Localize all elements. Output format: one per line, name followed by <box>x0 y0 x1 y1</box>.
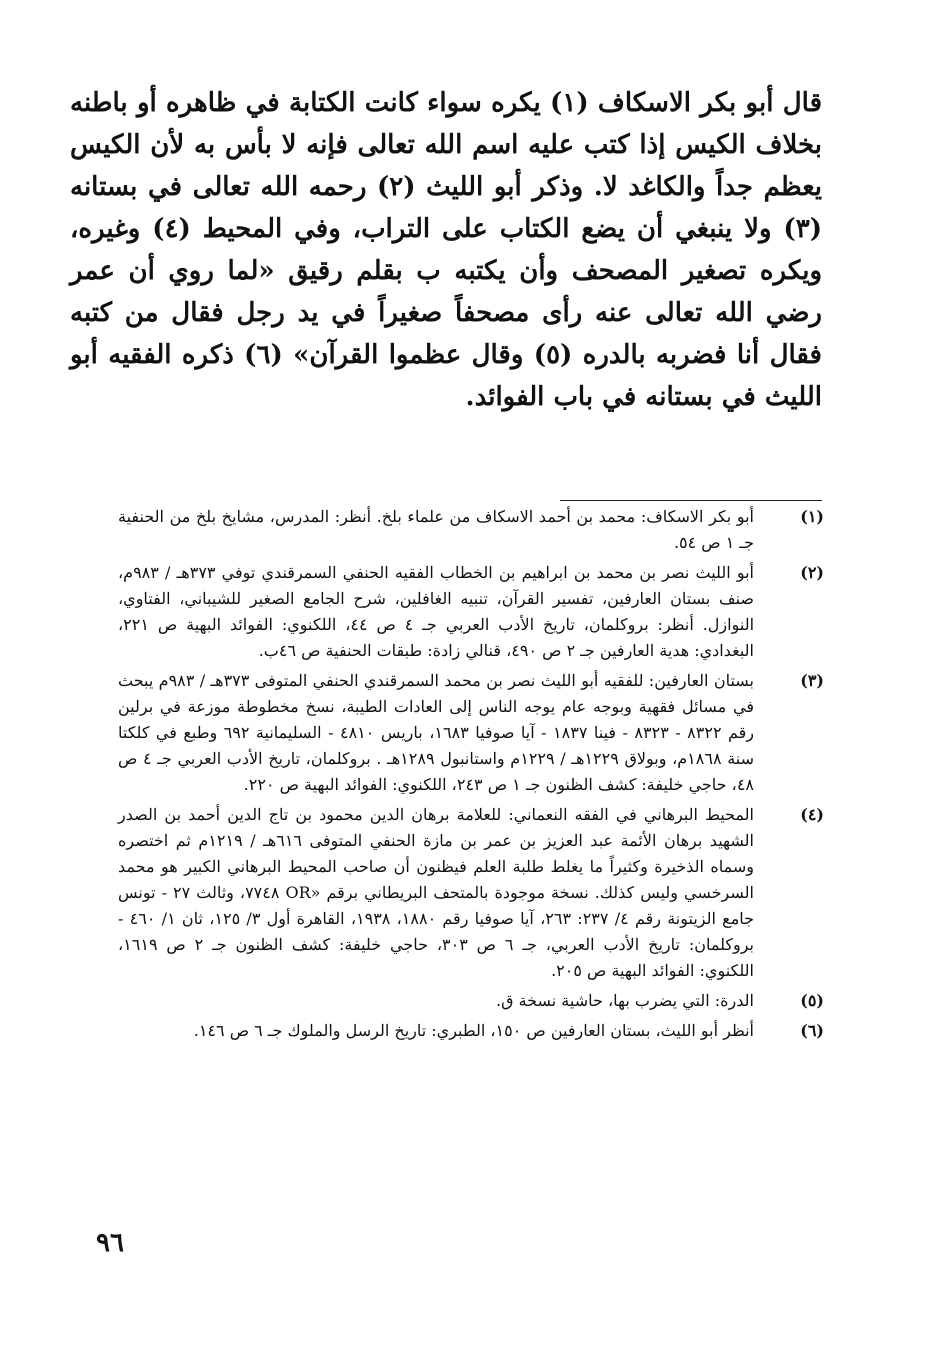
footnote-number: (٤) <box>800 805 824 824</box>
footnote-1 <box>118 504 824 556</box>
main-text-block <box>70 82 822 418</box>
footnote-number: (٣) <box>800 671 824 690</box>
footnote-text: المحيط البرهاني في الفقه النعماني: للعلامة برهان الدين محمود بن تاج الدين أحمد بن الصدر الشهيد برهان الأئمة عبد العزيز بن عمر بن مازة الحنفي المتوفى ٦١٦هـ / ١٢١٩م ثم اختصره وسماه الذخيرة وكثيراً ما يغلط طلبة العلم فيظنون أن صاحب المحيط البرهاني الكبير هو محمد السرخسي وليس كذلك. نسخة موجودة بالمتحف البريطاني برقم «OR ٧٧٤٨، وثالث ٢٧ - تونس جامع الزيتونة رقم ٤/ ٢٣٧: ٢٦٣، آيا صوفيا رقم ١٨٨٠، ١٩٣٨، القاهرة أول ٣/ ١٢٥، ثان ١/ ٤٦٠ - بروكلمان: تاريخ الأدب العربي، جـ ٦ ص ٣٠٣، حاجي خليفة: كشف الظنون جـ ٢ ص ١٦١٩، اللكنوي: الفوائد البهية ص ٢٠٥. <box>118 805 755 980</box>
footnote-number: (١) <box>800 507 824 526</box>
footnote-3 <box>118 668 824 798</box>
footnote-2 <box>118 560 824 664</box>
page-number: ٩٦ <box>96 1228 124 1258</box>
footnote-number: (٥) <box>800 991 824 1010</box>
footnote-6 <box>118 1018 824 1044</box>
footnote-number: (٢) <box>800 563 824 582</box>
footnote-text: أبو الليث نصر بن محمد بن ابراهيم بن الخطاب الفقيه الحنفي السمرقندي توفي ٣٧٣هـ / ٩٨٣م، صنف بستان العارفين، تفسير القرآن، تنبيه الغافلين، شرح الجامع الصغير للشيباني، الفتاوي، النوازل. أنظر: بروكلمان، تاريخ الأدب العربي جـ ٤ ص ٤٤، اللكنوي: الفوائد البهية ص ٢٢١، البغدادي: هدية العارفين جـ ٢ ص ٤٩٠، قنالي زادة: طبقات الحنفية ص ٤٦ب. <box>118 563 755 660</box>
footnote-separator <box>560 500 822 501</box>
footnotes-section <box>118 504 824 1048</box>
footnote-text: بستان العارفين: للفقيه أبو الليث نصر بن محمد السمرقندي الحنفي المتوفى ٣٧٣هـ / ٩٨٣م يبحث في مسائل فقهية وبوجه عام يوجه الناس إلى العادات الطيبة، نسخ مخطوطة موزعة في برلين رقم ٨٣٢٢ - ٨٣٢٣ - فينا ١٨٣٧ - آيا صوفيا ١٦٨٣، باريس ٤٨١٠ - السليمانية ٦٩٢ وطبع في كلكتا سنة ١٨٦٨م، وبولاق ١٢٢٩هـ / ١٢٢٩م واستانبول ١٢٨٩هـ . بروكلمان، تاريخ الأدب العربي جـ ٤ ص ٤٨، حاجي خليفة: كشف الظنون جـ ١ ص ٢٤٣، اللكنوي: الفوائد البهية ص ٢٢٠. <box>118 671 755 794</box>
main-paragraph: قال أبو بكر الاسكاف (١) يكره سواء كانت الكتابة في ظاهره أو باطنه بخلاف الكيس إذا كتب عليه اسم الله تعالى فإنه لا بأس به لأن الكيس يعظم جداً والكاغد لا. وذكر أبو الليث (٢) رحمه الله تعالى في بستانه (٣) ولا ينبغي أن يضع الكتاب على التراب، وفي المحيط (٤) وغيره، ويكره تصغير المصحف وأن يكتبه ب بقلم رقيق «لما روي أن عمر رضي الله تعالى عنه رأى مصحفاً صغيراً في يد رجل فقال من كتبه فقال أنا فضربه بالدره (٥) وقال عظموا القرآن» (٦) ذكره الفقيه أبو الليث في بستانه في باب الفوائد. <box>70 88 822 412</box>
footnote-4 <box>118 802 824 984</box>
footnote-5 <box>118 988 824 1014</box>
footnote-text: أبو بكر الاسكاف: محمد بن أحمد الاسكاف من علماء بلخ. أنظر: المدرس، مشايخ بلخ من الحنفية جـ ١ ص ٥٤. <box>118 507 754 552</box>
footnote-text: الدرة: التي يضرب بها، حاشية نسخة ق. <box>495 991 754 1010</box>
footnote-number: (٦) <box>800 1021 824 1040</box>
footnote-text: أنظر أبو الليث، بستان العارفين ص ١٥٠، الطبري: تاريخ الرسل والملوك جـ ٦ ص ١٤٦. <box>193 1021 754 1040</box>
